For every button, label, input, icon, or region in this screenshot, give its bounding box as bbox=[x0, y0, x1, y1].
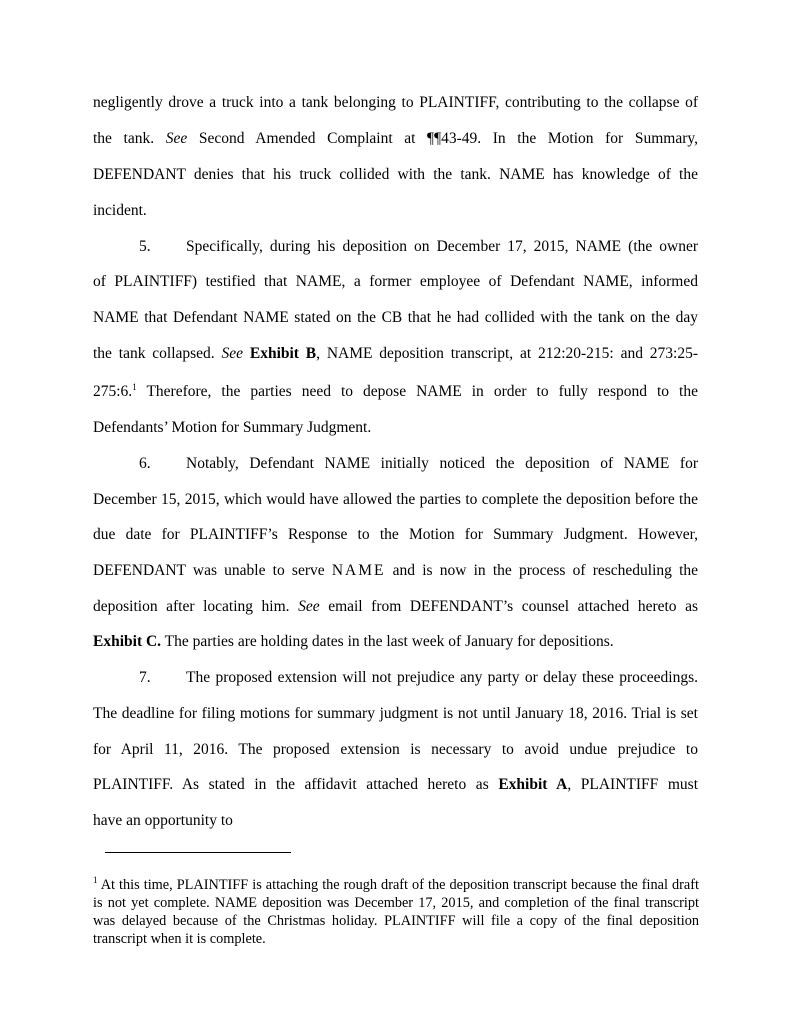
para5-line-3: NAME that Defendant NAME stated on the CB that he had collided with the tank on the day bbox=[93, 309, 698, 326]
footnote bbox=[93, 876, 699, 948]
footnote-text: At this time, PLAINTIFF is attaching the rough draft of the deposition transcript because the final draft is not yet complete. NAME deposition was December 17, 2015, and completion of the final transcript was delayed because of the Christmas holiday. PLAINTIFF will file a copy of the final deposition transcript when it is complete. bbox=[93, 877, 699, 947]
para7-line-5: have an opportunity to bbox=[93, 812, 233, 829]
spaced-name: NAME bbox=[331, 562, 386, 579]
footnote-ref: 1 bbox=[132, 382, 137, 392]
body-line-2-text: the tank. See Second Amended Complaint at ¶¶43-49. In the Motion for Summary, bbox=[93, 130, 698, 147]
body-line-1: negligently drove a truck into a tank belonging to PLAINTIFF, contributing to the collapse of bbox=[93, 94, 698, 111]
para6-line-2: December 15, 2015, which would have allowed the parties to complete the deposition before the bbox=[93, 491, 698, 508]
para6-number: 6. bbox=[139, 455, 151, 472]
footnote-separator bbox=[105, 852, 291, 853]
para5-line-4: the tank collapsed. See Exhibit B, NAME deposition transcript, at 212:20-215: and 273:25- bbox=[93, 345, 698, 362]
para7-line-4: PLAINTIFF. As stated in the affidavit attached hereto as Exhibit A, PLAINTIFF must bbox=[93, 776, 698, 793]
para5-line-1-text: Specifically, during his deposition on December 17, 2015, NAME (the owner bbox=[186, 238, 698, 255]
para6-line-4: DEFENDANT was unable to serve NAME and is now in the process of rescheduling the bbox=[93, 562, 699, 579]
para6-line-5: deposition after locating him. See email from DEFENDANT’s counsel attached hereto as bbox=[93, 598, 699, 615]
body-line-4: incident. bbox=[93, 202, 147, 219]
para6-line-3: due date for PLAINTIFF’s Response to the Motion for Summary Judgment. However, bbox=[93, 526, 698, 543]
para5-line-2: of PLAINTIFF) testified that NAME, a former employee of Defendant NAME, informed bbox=[93, 273, 698, 290]
para6-line-1-text: Notably, Defendant NAME initially noticed the deposition of NAME for bbox=[186, 455, 698, 472]
footnote-marker: 1 bbox=[93, 875, 98, 885]
para7-number: 7. bbox=[139, 669, 151, 686]
para7-line-1-text: The proposed extension will not prejudice any party or delay these proceedings. bbox=[186, 669, 698, 686]
para7-line-3: for April 11, 2016. The proposed extension is necessary to avoid undue prejudice to bbox=[93, 741, 698, 758]
para5-line-6: Defendants’ Motion for Summary Judgment. bbox=[93, 419, 372, 436]
para7-line-2: The deadline for filing motions for summary judgment is not until January 18, 2016. Trial is set bbox=[93, 705, 698, 722]
para5-line-5: 275:6.$^1$ Therefore, the parties need to depose NAME in order to fully respond to the bbox=[93, 382, 698, 400]
para5-number: 5. bbox=[139, 238, 151, 255]
para6-line-6: Exhibit C. The parties are holding dates in the last week of January for depositions. bbox=[93, 633, 614, 650]
body-line-2 bbox=[93, 129, 698, 149]
body-line-3: DEFENDANT denies that his truck collided with the tank. NAME has knowledge of the bbox=[93, 166, 698, 183]
